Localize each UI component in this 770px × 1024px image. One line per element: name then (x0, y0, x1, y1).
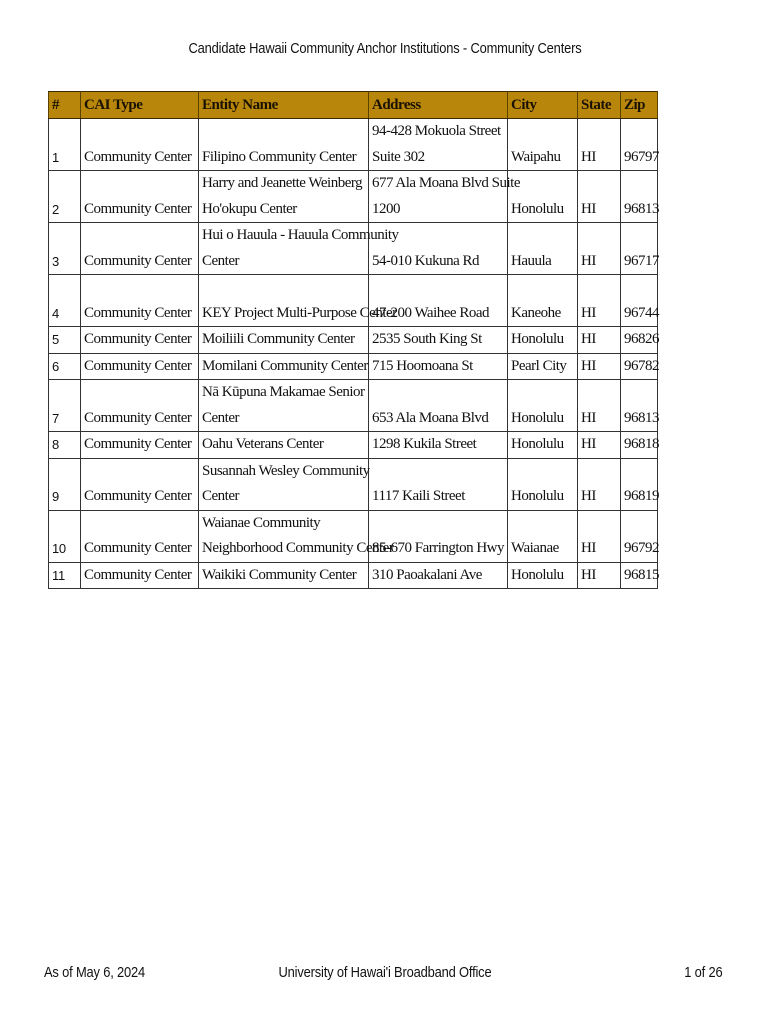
cell-num: 6 (49, 353, 81, 380)
cell-num: 9 (49, 458, 81, 510)
cell-zip: 96782 (621, 353, 658, 380)
table-row (49, 275, 658, 327)
cell-address-line: Suite 302 (372, 148, 425, 165)
table-row (49, 458, 658, 510)
cell-entity-name (199, 119, 369, 171)
cell-entity-name-line: Harry and Jeanette Weinberg (202, 175, 363, 191)
header-state: State (578, 92, 621, 119)
cell-entity-name-line: Hui o Hauula - Hauula Community (202, 227, 399, 243)
cell-address-line: 310 Paoakalani Ave (372, 566, 482, 583)
table-row (49, 171, 658, 223)
cell-state: HI (578, 432, 621, 459)
cell-entity-name-line: Susannah Wesley Community (202, 462, 370, 479)
cell-address (369, 327, 508, 354)
cell-num: 11 (49, 562, 81, 589)
cell-city: Honolulu (508, 327, 578, 354)
cell-cai-type: Community Center (81, 380, 199, 432)
cell-cai-type: Community Center (81, 432, 199, 459)
cell-address-line: 677 Ala Moana Blvd Suite (372, 175, 520, 191)
table-row (49, 562, 658, 589)
cell-address-line: 653 Ala Moana Blvd (372, 409, 489, 426)
cell-cai-type: Community Center (81, 327, 199, 354)
cell-address-line (372, 511, 505, 537)
cell-state: HI (578, 327, 621, 354)
cell-state: HI (578, 458, 621, 510)
footer-date: As of May 6, 2024 (44, 964, 146, 981)
cell-num: 7 (49, 380, 81, 432)
cell-cai-type: Community Center (81, 171, 199, 223)
cell-num: 4 (49, 275, 81, 327)
header-address: Address (369, 92, 508, 119)
cell-state: HI (578, 171, 621, 223)
community-centers-table (48, 91, 658, 589)
cell-entity-name-line (202, 275, 366, 301)
table-header-row (49, 92, 658, 119)
cell-city: Honolulu (508, 380, 578, 432)
header-city: City (508, 92, 578, 119)
cell-address-line (372, 459, 505, 485)
cell-address-line: 94-428 Mokuola Street (372, 123, 501, 139)
cell-address-line: 54-010 Kukuna Rd (372, 252, 479, 269)
table-body (49, 119, 658, 589)
cell-zip: 96815 (621, 562, 658, 589)
cell-address-line (372, 275, 505, 301)
cell-city: Honolulu (508, 458, 578, 510)
footer-page-number: 1 of 26 (683, 964, 722, 981)
cell-num: 10 (49, 510, 81, 562)
cell-address-line: 1298 Kukila Street (372, 436, 477, 452)
cell-address (369, 458, 508, 510)
cell-entity-name (199, 432, 369, 459)
cell-zip: 96813 (621, 380, 658, 432)
cell-entity-name-line: Center (202, 488, 239, 504)
cell-city: Honolulu (508, 171, 578, 223)
cell-num: 2 (49, 171, 81, 223)
cell-address (369, 275, 508, 327)
cell-address (369, 380, 508, 432)
table-row (49, 327, 658, 354)
cell-state: HI (578, 353, 621, 380)
cell-address (369, 171, 520, 223)
cell-city: Kaneohe (508, 275, 578, 327)
cell-state: HI (578, 275, 621, 327)
cell-state: HI (578, 510, 621, 562)
cell-zip: 96826 (621, 327, 658, 354)
cell-entity-name-line: Center (202, 252, 239, 269)
cell-city: Honolulu (508, 562, 578, 589)
cell-address (369, 432, 508, 459)
table-row (49, 119, 658, 171)
cell-num: 3 (49, 223, 81, 275)
cell-address-line: 2535 South King St (372, 331, 482, 347)
cell-entity-name (199, 171, 369, 223)
table-row (49, 353, 658, 380)
cell-zip: 96818 (621, 432, 658, 459)
cell-state: HI (578, 223, 621, 275)
cell-city: Waianae (508, 510, 578, 562)
header-cai-type: CAI Type (81, 92, 199, 119)
cell-state: HI (578, 562, 621, 589)
cell-address-line: 715 Hoomoana St (372, 357, 473, 374)
cell-zip: 96797 (621, 119, 658, 171)
cell-entity-name-line: Nā Kūpuna Makamae Senior (202, 384, 365, 400)
cell-entity-name-line (202, 119, 366, 145)
cell-city: Hauula (508, 223, 578, 275)
cell-city: Waipahu (508, 119, 578, 171)
cell-zip: 96717 (621, 223, 658, 275)
cell-state: HI (578, 380, 621, 432)
cell-entity-name (199, 380, 369, 432)
cell-address (369, 510, 508, 562)
cell-zip: 96813 (621, 171, 658, 223)
cell-entity-name (199, 327, 369, 354)
cell-zip: 96792 (621, 510, 658, 562)
table-row (49, 432, 658, 459)
header-zip: Zip (621, 92, 658, 119)
cell-entity-name (199, 510, 394, 562)
table-row (49, 510, 658, 562)
cell-entity-name-line: Momilani Community Center (202, 357, 368, 374)
cell-city: Pearl City (508, 353, 578, 380)
cell-num: 1 (49, 119, 81, 171)
cell-cai-type: Community Center (81, 353, 199, 380)
cell-entity-name-line: Ho'okupu Center (202, 200, 297, 217)
cell-num: 5 (49, 327, 81, 354)
cell-entity-name-line: Moiliili Community Center (202, 331, 355, 347)
cell-cai-type: Community Center (81, 458, 199, 510)
cell-num: 8 (49, 432, 81, 459)
cell-address-line: 47-200 Waihee Road (372, 304, 489, 321)
cell-cai-type: Community Center (81, 510, 199, 562)
cell-entity-name (199, 458, 369, 510)
cell-entity-name (199, 353, 369, 380)
cell-address-line (372, 380, 505, 406)
cell-address (369, 353, 508, 380)
cell-address-line: 85-670 Farrington Hwy (372, 540, 504, 556)
cell-entity-name-line: Oahu Veterans Center (202, 436, 324, 452)
cell-address-line: 1200 (372, 200, 400, 217)
cell-zip: 96744 (621, 275, 658, 327)
cell-cai-type: Community Center (81, 119, 199, 171)
cell-state: HI (578, 119, 621, 171)
cell-address-line: 1117 Kaili Street (372, 488, 465, 504)
cell-entity-name-line: Neighborhood Community Center (202, 540, 394, 556)
cell-entity-name (199, 223, 399, 275)
cell-zip: 96819 (621, 458, 658, 510)
cell-entity-name (199, 275, 397, 327)
cell-cai-type: Community Center (81, 275, 199, 327)
cell-entity-name-line: Center (202, 409, 239, 426)
table-row (49, 380, 658, 432)
cell-cai-type: Community Center (81, 562, 199, 589)
cell-city: Honolulu (508, 432, 578, 459)
header-num: # (49, 92, 81, 119)
header-entity-name: Entity Name (199, 92, 369, 119)
cell-entity-name-line: Waikiki Community Center (202, 566, 357, 583)
cell-entity-name-line: Waianae Community (202, 514, 321, 531)
cell-entity-name (199, 562, 369, 589)
table-row (49, 223, 658, 275)
footer-organization: University of Hawai'i Broadband Office (278, 964, 492, 981)
cell-entity-name-line: KEY Project Multi-Purpose Center (202, 304, 397, 321)
cell-address (369, 562, 508, 589)
cell-cai-type: Community Center (81, 223, 199, 275)
cell-address (369, 119, 508, 171)
page-title: Candidate Hawaii Community Anchor Institutions - Community Centers (188, 40, 582, 57)
cell-entity-name-line: Filipino Community Center (202, 148, 357, 165)
